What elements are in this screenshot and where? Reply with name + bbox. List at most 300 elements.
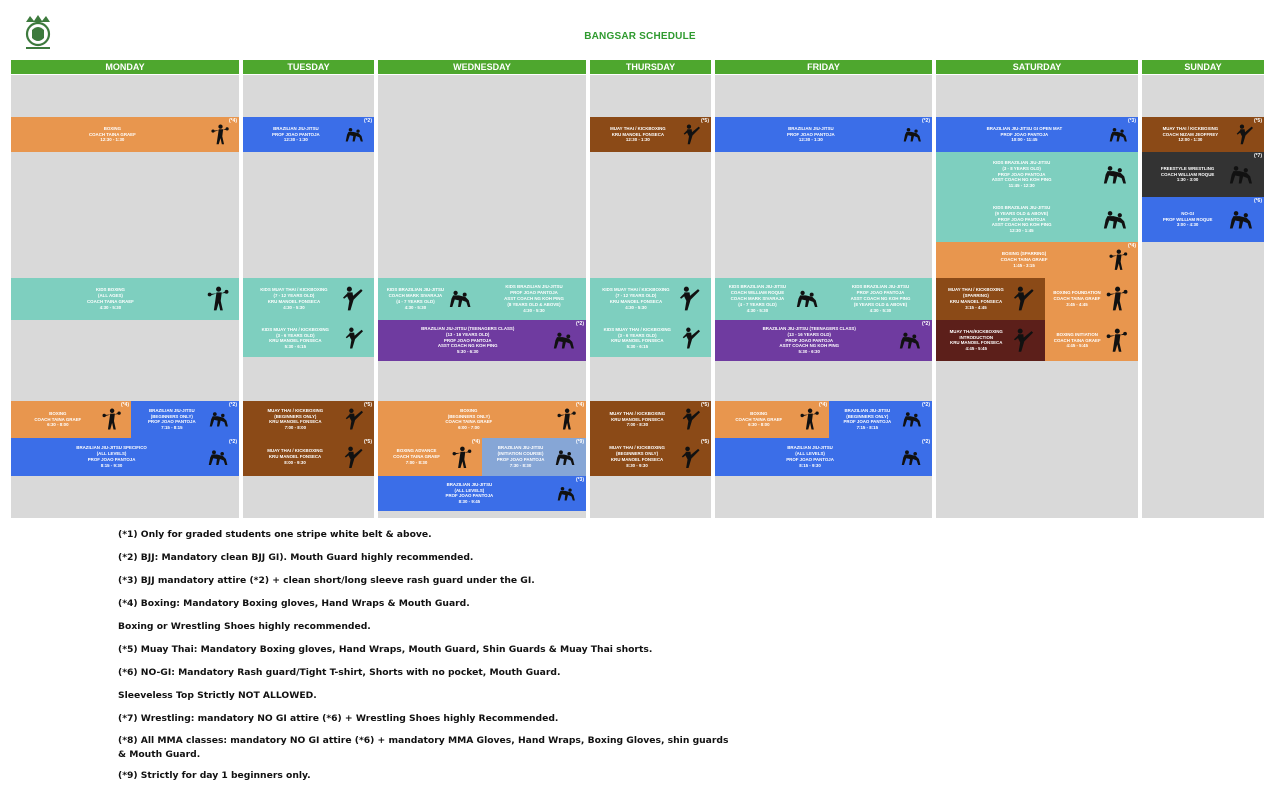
class-line: 12:30 - 1:30 (283, 137, 308, 143)
class-line: (3 - 8 YEARS OLD) (1002, 165, 1041, 171)
class-block (936, 278, 1045, 320)
class-line: 1:30 - 3:00 (1176, 177, 1199, 183)
class-text (1146, 211, 1229, 229)
class-line: MUAY THAI / KICKBOXING (609, 445, 665, 451)
class-text (1146, 126, 1235, 144)
class-line: KRU MANOEL FONSECA (269, 338, 322, 344)
boxer-silhouette-icon (799, 408, 819, 430)
class-block (378, 401, 586, 438)
class-text (382, 448, 451, 466)
class-line: BOXING (49, 410, 67, 416)
class-line: MUAY THAI / KICKBOXING (267, 448, 323, 454)
class-line: BRAZILIAN JIU-JITSU (TEENAGERS CLASS) (421, 325, 515, 331)
class-line: ASST COACH NG KOH PING (437, 343, 498, 349)
class-line: KIDS BRAZILIAN JIU-JITSU (992, 204, 1051, 210)
class-block (482, 278, 586, 320)
class-line: PROF JOAO PANTOJA (997, 171, 1046, 177)
class-block (1142, 152, 1264, 197)
class-line: KRU MANOEL FONSECA (611, 131, 665, 137)
class-line: ASST COACH NG KOH PING (779, 343, 840, 349)
class-block (378, 438, 482, 476)
class-text (594, 327, 681, 351)
class-line: (INITIATION COURSE) (497, 451, 544, 457)
class-line: COACH TAINA GRAEF (1000, 257, 1048, 263)
class-note: (*2) (228, 402, 237, 408)
class-line: KRU MANOEL FONSECA (610, 456, 664, 462)
class-line: (BEGINNERS ONLY) (616, 451, 659, 457)
grapple-silhouette-icon (1103, 161, 1128, 188)
class-line: BOXING INITIATION (1056, 331, 1098, 337)
class-block (590, 320, 711, 357)
class-block (131, 401, 239, 438)
class-line: (3 - 6 YEARS OLD) (618, 332, 657, 338)
class-note: (*4) (1127, 243, 1136, 249)
day-header-friday: FRIDAY (715, 60, 932, 74)
class-line: 12:30 - 1:30 (625, 137, 650, 143)
class-line: 12:30 - 1:30 (798, 137, 823, 143)
class-line: MUAY THAI / KICKBOXING (948, 287, 1004, 293)
kicker-silhouette-icon (344, 327, 364, 349)
class-line: MUAY THAI / KICKBOXING (1162, 125, 1219, 131)
class-line: BOXING (SPARRING) (1001, 251, 1047, 257)
class-note: (*5) (700, 402, 709, 408)
class-block (11, 278, 239, 320)
class-text (719, 284, 796, 314)
class-line: 12:00 - 1:30 (1178, 137, 1203, 143)
class-line: 6:30 - 8:00 (47, 422, 69, 428)
class-line: 8:15 - 9:30 (799, 462, 821, 468)
class-line: KIDS BRAZILIAN JIU-JITSU (992, 159, 1051, 165)
class-block (378, 278, 482, 320)
class-line: (13 - 16 YEARS OLD) (787, 331, 831, 337)
class-line: 3:15 - 4:45 (965, 304, 987, 310)
class-line: (7 - 12 YEARS OLD) (273, 293, 315, 299)
class-line: PROF JOAO PANTOJA (510, 290, 558, 296)
class-line: COACH TAINA GRAEF (393, 454, 440, 460)
boxer-silhouette-icon (101, 408, 121, 430)
class-block (1142, 117, 1264, 152)
class-text (135, 408, 209, 432)
class-line: 4:30 - 5:30 (404, 304, 427, 310)
kicker-silhouette-icon (1012, 286, 1035, 311)
class-text (382, 408, 556, 432)
class-line: BOXING FOUNDATION (1053, 290, 1101, 296)
class-line: 7:00 - 8:00 (284, 425, 307, 431)
class-line: COACH TAINA GRAEF (87, 298, 134, 304)
grapple-silhouette-icon (345, 124, 364, 145)
class-line: (ALL LEVELS) (454, 487, 485, 493)
class-line: BRAZILIAN JIU-JITSU (TEENAGERS CLASS) (762, 325, 856, 331)
grapple-silhouette-icon (1103, 206, 1128, 233)
class-note: (*3) (1127, 118, 1136, 124)
class-line: (BEGINNERS ONLY) (846, 413, 889, 419)
class-line: KRU MANOEL FONSECA (611, 416, 664, 422)
class-line: 12:30 - 1:30 (100, 137, 125, 143)
class-text (382, 482, 557, 506)
boxer-silhouette-icon (1108, 249, 1128, 271)
class-text (1146, 166, 1229, 184)
class-line: 4:30 - 5:30 (869, 307, 892, 313)
class-text (719, 445, 901, 469)
grapple-silhouette-icon (901, 446, 922, 469)
class-line: COACH TAINA GRAEF (1053, 296, 1101, 302)
class-block (11, 117, 239, 152)
grapple-silhouette-icon (208, 446, 229, 469)
class-block (715, 438, 932, 476)
class-block (715, 320, 932, 361)
class-text (940, 160, 1103, 190)
class-note: (*4) (120, 402, 129, 408)
class-line: 10:00 - 11:45 (1011, 137, 1038, 143)
class-line: 8:30 - 9:30 (626, 462, 648, 468)
rule-item: (*9) Strictly for day 1 beginners only. (118, 770, 311, 782)
class-line: PROF JOAO PANTOJA (496, 456, 545, 462)
class-line: KIDS MUAY THAI / KICKBOXING (260, 287, 328, 293)
grapple-silhouette-icon (1109, 124, 1128, 145)
class-text (719, 411, 799, 429)
class-line: FREESTYLE WRESTLING (1160, 165, 1215, 171)
class-line: KIDS BRAZILIAN JIU-JITSU (386, 287, 445, 293)
class-line: MUAY THAI / KICKBOXING (267, 407, 324, 413)
class-line: KIDS MUAY THAI / KICKBOXING (603, 326, 671, 332)
class-block (936, 242, 1138, 278)
kicker-silhouette-icon (1012, 328, 1035, 353)
class-block (243, 320, 374, 357)
class-text (940, 126, 1109, 144)
grapple-silhouette-icon (902, 408, 922, 430)
class-line: PROF JOAO PANTOJA (785, 337, 834, 343)
kicker-silhouette-icon (680, 446, 701, 469)
boxer-silhouette-icon (210, 124, 229, 145)
class-text (833, 408, 902, 432)
class-line: (SPARRING) (963, 293, 989, 299)
class-note: (*2) (363, 118, 372, 124)
class-line: BRAZILIAN JIU-JITSU (788, 125, 834, 131)
boxer-silhouette-icon (1105, 286, 1128, 311)
class-block (590, 438, 711, 476)
class-block (936, 197, 1138, 242)
class-line: (ALL AGES) (98, 293, 123, 299)
class-line: 12:30 - 1:45 (1009, 228, 1034, 234)
class-line: COACH MARK SIVARAJA (730, 296, 785, 302)
class-block (378, 476, 586, 511)
class-line: 8:15 - 9:30 (100, 462, 123, 468)
class-block (482, 438, 586, 476)
class-line: KRU MANOEL FONSECA (609, 298, 663, 304)
class-line: PROF JOAO PANTOJA (87, 456, 136, 462)
grapple-silhouette-icon (899, 328, 922, 353)
class-note: (*2) (921, 439, 930, 445)
class-line: 7:00 - 8:30 (626, 422, 649, 428)
class-text (247, 287, 341, 311)
class-line: 5:30 - 6:30 (798, 349, 820, 355)
class-block (1045, 320, 1138, 361)
class-line: (9 YEARS OLD & ABOVE) (995, 210, 1049, 216)
class-line: BRAZILIAN JIU-JITSU GI OPEN MAT (986, 125, 1063, 131)
class-line: BOXING (750, 410, 768, 416)
grapple-silhouette-icon (557, 483, 576, 504)
class-text (940, 251, 1108, 269)
class-block (1142, 197, 1264, 242)
class-block (590, 278, 711, 320)
class-text (15, 411, 101, 429)
class-line: COACH TAINA GRAEF (34, 416, 82, 422)
class-note: (*2) (228, 439, 237, 445)
class-block (11, 438, 239, 476)
day-header-saturday: SATURDAY (936, 60, 1138, 74)
class-block (715, 278, 829, 320)
class-line: PROF JOAO PANTOJA (272, 131, 320, 137)
class-text (594, 445, 680, 469)
class-line: ASST COACH NG KOH PING (991, 222, 1052, 228)
kicker-silhouette-icon (682, 124, 701, 145)
class-line: PROF JOAO PANTOJA (843, 419, 892, 425)
class-block (243, 278, 374, 320)
class-note: (*4) (818, 402, 827, 408)
class-text (247, 408, 344, 432)
page-title: BANGSAR SCHEDULE (584, 31, 696, 42)
class-block (936, 117, 1138, 152)
class-text (719, 326, 899, 356)
class-line: BRAZILIAN JIU-JITSU (273, 125, 319, 131)
class-line: COACH MARK SIVARAJA (388, 293, 443, 299)
class-block (829, 401, 932, 438)
class-line: 5:30 - 6:15 (284, 344, 307, 350)
class-note: (*4) (471, 439, 480, 445)
class-text (247, 448, 343, 466)
class-text (719, 126, 903, 144)
class-line: MUAY THAI / KICKBOXING (610, 125, 666, 131)
class-line: ASST COACH NG KOH PING (991, 177, 1052, 183)
class-block (715, 401, 829, 438)
class-line: (BEGINNERS ONLY) (447, 413, 490, 419)
class-line: (4 - 7 YEARS OLD) (396, 298, 435, 304)
class-line: BRAZILIAN JIU-JITSU (149, 407, 195, 413)
boxer-silhouette-icon (556, 408, 576, 430)
class-note: (*7) (1253, 153, 1262, 159)
class-text (247, 327, 344, 351)
class-line: 7:15 - 8:15 (161, 425, 183, 431)
grapple-silhouette-icon (449, 286, 472, 311)
class-line: PROF JOAO PANTOJA (445, 493, 494, 499)
grapple-silhouette-icon (796, 286, 819, 311)
class-line: BRAZILIAN JIU-JITSU (446, 481, 493, 487)
class-line: 5:30 - 6:30 (456, 349, 479, 355)
class-line: PROF JOAO PANTOJA (1000, 131, 1049, 137)
class-line: NO-GI (1181, 210, 1194, 216)
class-note: (*5) (700, 439, 709, 445)
class-line: KIDS MUAY THAI / KICKBOXING (602, 287, 670, 293)
boxer-silhouette-icon (451, 446, 472, 469)
class-note: (*5) (1253, 118, 1262, 124)
class-text (940, 329, 1012, 353)
kicker-silhouette-icon (343, 446, 364, 469)
class-block (590, 117, 711, 152)
class-line: 6:30 - 8:00 (748, 422, 770, 428)
class-line: KRU MANOEL FONSECA (949, 298, 1003, 304)
kicker-silhouette-icon (344, 408, 364, 430)
class-line: COACH TAINA GRAEF (1053, 337, 1101, 343)
class-line: 4:30 - 5:30 (746, 307, 769, 313)
class-line: BRAZILIAN JIU-JITSU (844, 407, 891, 413)
class-line: KRU MANOEL FONSECA (611, 338, 664, 344)
class-note: (*3) (575, 477, 584, 483)
class-block (243, 438, 374, 476)
class-text (594, 287, 678, 311)
class-note: (*9) (575, 439, 584, 445)
class-block (715, 117, 932, 152)
class-line: BRAZILIAN JIU-JITSU SPECIFICO (76, 445, 147, 451)
class-line: BRAZILIAN JIU-JITSU (497, 445, 544, 451)
rule-item: (*4) Boxing: Mandatory Boxing gloves, Hand Wraps & Mouth Guard. (118, 597, 470, 609)
kicker-silhouette-icon (681, 408, 701, 430)
day-header-thursday: THURSDAY (590, 60, 711, 74)
grapple-silhouette-icon (553, 328, 576, 353)
class-line: COACH WILLIAM ROQUE (730, 290, 785, 296)
class-line: KIDS BOXING (95, 287, 125, 293)
class-line: BRAZILIAN JIU-JITSU (787, 445, 833, 451)
class-line: 4:30 - 5:30 (99, 304, 122, 310)
day-header-sunday: SUNDAY (1142, 60, 1264, 74)
class-text (15, 126, 210, 144)
class-line: PROF JOAO PANTOJA (443, 337, 492, 343)
class-note: (*2) (921, 118, 930, 124)
class-block (243, 117, 374, 152)
class-line: KIDS BRAZILIAN JIU-JITSU (728, 284, 787, 290)
boxer-silhouette-icon (1105, 328, 1128, 353)
class-line: 4:30 - 5:30 (625, 304, 647, 310)
class-line: 7:15 - 8:15 (856, 425, 879, 431)
class-note: (*5) (363, 402, 372, 408)
day-header-monday: MONDAY (11, 60, 239, 74)
class-line: (13 - 16 YEARS OLD) (446, 331, 490, 337)
rule-item: (*8) All MMA classes: mandatory NO GI attire (*6) + mandatory MMA Gloves, Hand Wraps, Boxing Gloves, shin guards & Mouth Guard. (118, 735, 729, 760)
rules-list (118, 528, 738, 792)
class-line: 4:45 - 5:45 (1066, 343, 1088, 349)
class-text (15, 445, 208, 469)
class-line: 4:45 - 5:45 (965, 346, 987, 352)
class-line: BOXING (460, 407, 478, 413)
class-text (247, 126, 345, 144)
class-line: 3:00 - 4:30 (1176, 222, 1199, 228)
rule-item: (*2) BJJ: Mandatory clean BJJ GI). Mouth Guard highly recommended. (118, 551, 474, 563)
kicker-silhouette-icon (1235, 124, 1254, 145)
class-block (590, 401, 711, 438)
class-line: COACH WILLIAM ROQUE (1160, 171, 1215, 177)
class-line: ASST COACH NG KOH PING (504, 296, 564, 302)
class-line: 3:45 - 4:45 (1066, 301, 1088, 307)
rule-item: Boxing or Wrestling Shoes highly recommended. (118, 620, 371, 632)
grapple-silhouette-icon (1229, 206, 1254, 233)
class-block (829, 278, 932, 320)
class-block (378, 320, 586, 361)
grapple-silhouette-icon (555, 446, 576, 469)
class-line: BOXING (103, 125, 122, 131)
class-line: KIDS BRAZILIAN JIU-JITSU (505, 284, 563, 290)
class-line: PROF JOAO PANTOJA (997, 216, 1046, 222)
rule-item: (*5) Muay Thai: Mandatory Boxing gloves, Hand Wraps, Mouth Guard, Shin Guards & Muay Thai shorts. (118, 643, 653, 655)
rule-item: Sleeveless Top Strictly NOT ALLOWED. (118, 689, 317, 701)
class-line: 7:00 - 8:30 (405, 459, 428, 465)
kicker-silhouette-icon (341, 286, 364, 311)
class-line: ASST COACH NG KOH PING (850, 296, 911, 302)
grapple-silhouette-icon (209, 408, 229, 430)
class-line: KRU MANOEL FONSECA (950, 340, 1003, 346)
class-line: MUAY THAI / KICKBOXING (609, 410, 666, 416)
class-line: KRU MANOEL FONSECA (268, 454, 322, 460)
day-header-wednesday: WEDNESDAY (378, 60, 586, 74)
class-text (594, 126, 682, 144)
class-block (1045, 278, 1138, 320)
class-line: (BEGINNERS ONLY) (274, 413, 317, 419)
class-line: PROF JOAO PANTOJA (856, 290, 905, 296)
class-line: BOXING ADVANCE (396, 448, 437, 454)
class-line: (4 - 7 YEARS OLD) (738, 301, 777, 307)
class-line: 5:30 - 6:15 (626, 344, 649, 350)
class-line: PROF JOAO PANTOJA (787, 131, 835, 137)
class-line: (ALL LEVELS) (96, 451, 127, 457)
class-line: 8:00 - 9:30 (284, 459, 306, 465)
class-text (382, 326, 553, 356)
rule-item: (*6) NO-GI: Mandatory Rash guard/Tight T-shirt, Shorts with no pocket, Mouth Guard. (118, 666, 561, 678)
rule-item: (*1) Only for graded students one stripe white belt & above. (118, 529, 432, 540)
class-line: PROF WILLIAM ROQUE (1162, 216, 1213, 222)
class-line: KIDS MUAY THAI / KICKBOXING (261, 326, 329, 332)
class-line: 6:00 - 7:00 (458, 425, 480, 431)
class-line: (8 YEARS OLD & ABOVE) (853, 301, 908, 307)
class-note: (*6) (1253, 198, 1262, 204)
class-line: (3 - 6 YEARS OLD) (276, 332, 315, 338)
class-text (594, 411, 681, 429)
class-line: COACH TAINA GRAEF (735, 416, 783, 422)
class-text (1049, 332, 1105, 350)
class-line: COACH TAINA GRAEF (445, 419, 493, 425)
class-text (15, 287, 206, 311)
class-line: MUAY THAI/KICKBOXING (949, 328, 1003, 334)
boxer-silhouette-icon (206, 286, 229, 311)
grapple-silhouette-icon (903, 124, 922, 145)
class-block (936, 320, 1045, 361)
class-line: 4:30 - 5:30 (523, 307, 545, 313)
class-note: (*4) (228, 118, 237, 124)
class-line: (8 YEARS OLD & ABOVE) (507, 301, 561, 307)
class-note: (*5) (363, 439, 372, 445)
class-text (486, 284, 582, 314)
class-line: 7:30 - 8:30 (509, 462, 532, 468)
class-note: (*4) (575, 402, 584, 408)
class-block (11, 401, 131, 438)
class-line: PROF JOAO PANTOJA (786, 456, 834, 462)
class-note: (*5) (700, 118, 709, 124)
class-block (936, 152, 1138, 197)
class-note: (*2) (921, 321, 930, 327)
class-line: INTRODUCTION (959, 334, 994, 340)
class-text (940, 287, 1012, 311)
class-line: COACH NIZAM JEOFFREY (1162, 131, 1219, 137)
rule-item: (*3) BJJ mandatory attire (*2) + clean short/long sleeve rash guard under the GI. (118, 574, 535, 586)
class-line: (BEGINNERS ONLY) (150, 413, 193, 419)
class-text (382, 287, 449, 311)
class-text (486, 445, 555, 469)
day-header-tuesday: TUESDAY (243, 60, 374, 74)
class-text (833, 284, 928, 314)
class-line: 8:30 - 9:45 (458, 499, 481, 505)
class-line: KRU MANOEL FONSECA (267, 298, 321, 304)
class-line: KIDS BRAZILIAN JIU-JITSU (851, 284, 910, 290)
grapple-silhouette-icon (1229, 161, 1254, 188)
kicker-silhouette-icon (678, 286, 701, 311)
class-text (1049, 290, 1105, 308)
